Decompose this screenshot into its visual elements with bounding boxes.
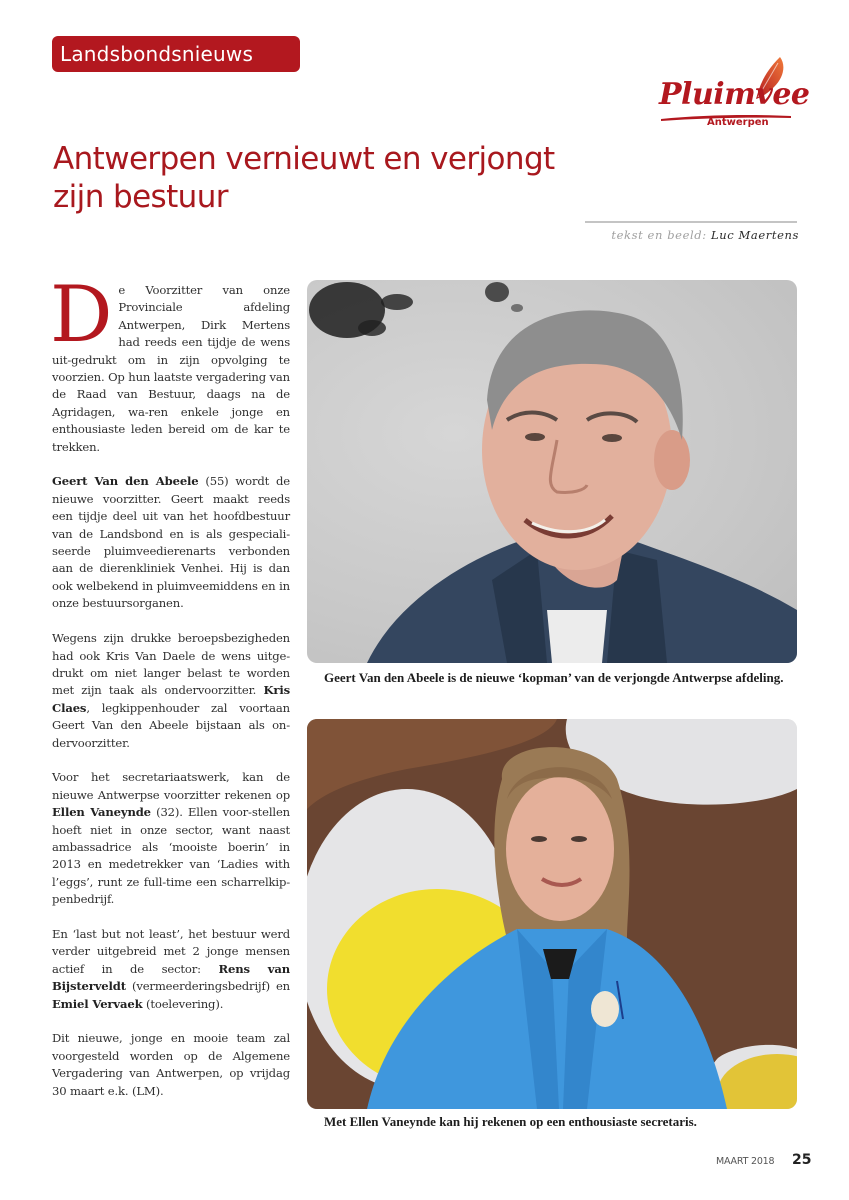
person-name: Emiel Vervaek: [52, 996, 143, 1011]
article-body: [50, 270, 290, 1117]
photo-geert-van-den-abeele: [307, 280, 797, 663]
pluimvee-logo: [655, 55, 815, 135]
body-paragraph: [52, 1030, 290, 1100]
body-paragraph: [52, 926, 290, 1013]
photo-caption: Geert Van den Abeele is de nieuwe ‘kopman’ van de verjongde Antwerpse afdeling.: [324, 670, 784, 685]
article-paragraphs: [50, 270, 290, 1100]
body-paragraph: [52, 473, 290, 612]
body-text: (55) wordt de nieuwe voorzitter. Geert maakt reeds een tijdje deel uit van het hoofdbestuur van de Landsbond en is als gespeciali-seerde pluimveedierenarts verbonden aan de dierenkliniek Venhei. Hij is dan ook welbekend in pluimveemiddens en in onze bestuursorganen.: [52, 474, 290, 611]
person-name: Rens van Bijsterveldt: [52, 961, 290, 994]
body-text: e Voorzitter van onze Provinciale afdeling Antwerpen, Dirk Mertens had reeds een tijdje de wens uit-gedrukt om in zijn opvolging te voorzien. Op hun laatste vergadering van de Raad van Bestuur, daags na de Agridagen, wa-ren enkele jonge en enthousiaste leden bereid om de kar te trekken.: [52, 283, 290, 454]
byline-divider: [585, 221, 797, 223]
portrait-man-illustration: [307, 280, 797, 663]
body-paragraph: [52, 630, 290, 752]
person-name: Ellen Vaneynde: [52, 805, 151, 820]
body-text: (toelevering).: [142, 996, 224, 1011]
byline: [611, 228, 799, 242]
photo-ellen-vaneynde: [307, 719, 797, 1109]
person-name: Geert Van den Abeele: [52, 474, 199, 489]
body-text: En ‘last but not least’, het bestuur werd verder uitgebreid met 2 jonge mensen actief in de sector:: [52, 926, 290, 976]
article-headline: Antwerpen vernieuwt en verjongt zijn bestuur: [53, 141, 555, 215]
body-text: Voor het secretariaatswerk, kan de nieuwe Antwerpse voorzitter rekenen op: [52, 770, 290, 802]
photo-caption: Met Ellen Vaneynde kan hij rekenen op een enthousiaste secretaris.: [324, 1114, 697, 1129]
person-name: Kris Claes: [52, 683, 290, 715]
section-tag: Landsbondsnieuws: [52, 36, 300, 72]
issue-date: MAART 2018: [716, 1156, 775, 1167]
body-text: (32). Ellen voor-stellen hoeft niet in onze sector, want naast ambassadrice als ‘mooiste boerin’ in 2013 en medetrekker van ‘Ladies with l’eggs’, runt ze full-time een scharrelkip-penbedrijf.: [52, 805, 290, 907]
logo-subtitle: Antwerpen: [707, 117, 769, 128]
page-number: 25: [792, 1152, 812, 1168]
drop-cap: D: [50, 270, 113, 360]
body-text: (vermeerderingsbedrijf) en: [125, 979, 290, 994]
portrait-woman-illustration: [307, 719, 797, 1109]
body-paragraph: [52, 769, 290, 908]
body-text: Dit nieuwe, jonge en mooie team zal voorgesteld worden op de Algemene Vergadering van Antwerpen, op vrijdag 30 maart e.k. (LM).: [52, 1031, 290, 1098]
body-text: , legkippenhouder zal voortaan Geert Van den Abeele bijstaan als on-dervoorzitter.: [52, 700, 290, 750]
logo-wordmark: Pluimvee: [659, 77, 810, 112]
byline-label: tekst en beeld:: [611, 228, 707, 242]
body-text: Wegens zijn drukke beroepsbezigheden had ook Kris Van Daele de wens uitge-drukt om niet langer belast te worden met zijn taak als ondervoorzitter.: [52, 631, 290, 698]
byline-author: Luc Maertens: [710, 228, 799, 242]
